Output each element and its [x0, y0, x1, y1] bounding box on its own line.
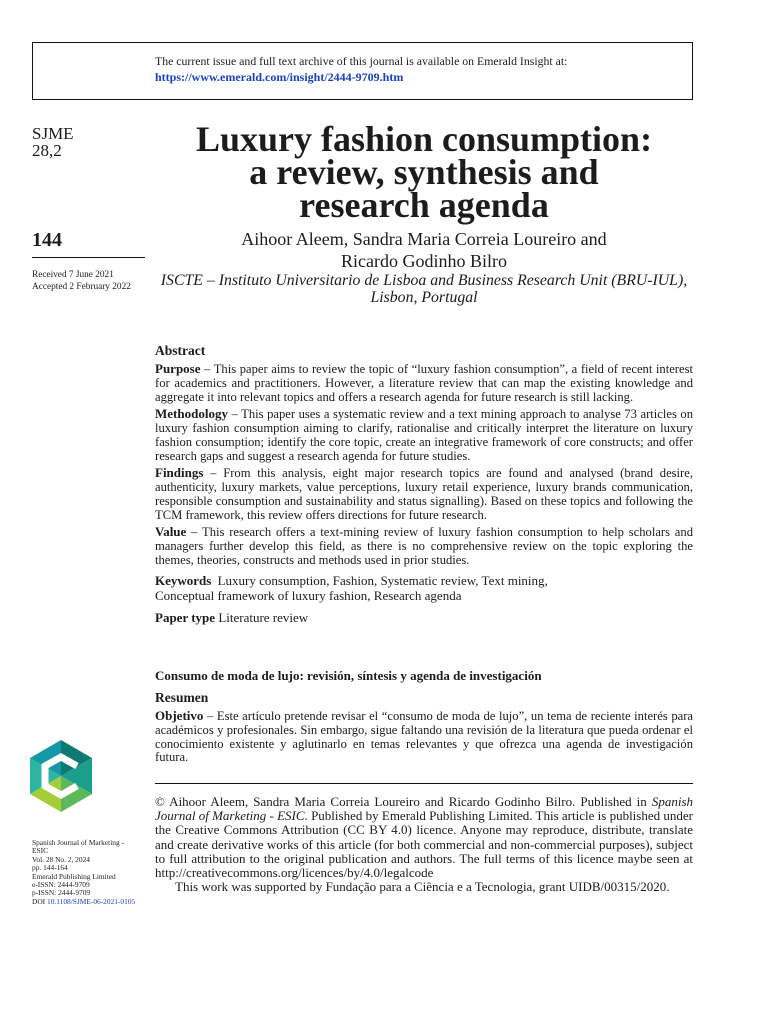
- abstract-heading: Abstract: [155, 343, 206, 358]
- copyright-notice: [155, 795, 693, 880]
- title-line: Luxury fashion consumption:: [195, 119, 653, 159]
- journal-abbreviation: SJME: [32, 124, 74, 143]
- journal-volume-block: [32, 125, 74, 159]
- section-label: Purpose: [155, 361, 201, 376]
- affiliation: [155, 272, 693, 306]
- journal-name: Spanish Journal of Marketing - ESIC: [155, 794, 693, 824]
- pub-info-line: pp. 144-164: [32, 863, 68, 873]
- section-text: – From this analysis, eight major research topics are found and analysed (brand desire, authenticity, luxury markets, value perceptions, luxury retail experience, luxury brands communication, responsible consumption and sustainability and status signalling). Based on these topics and following the TCM framework, this review offers directions for future research.: [155, 466, 693, 522]
- title-line: research agenda: [299, 185, 549, 225]
- copyright-footnote: [155, 795, 693, 894]
- paper-type: [155, 610, 693, 625]
- resumen-objetivo: [155, 709, 693, 765]
- access-notice-text: The current issue and full text archive of this journal is available on Emerald Insight at:: [155, 54, 568, 68]
- volume-issue: 28,2: [32, 141, 62, 160]
- copyright-text: . Published by Emerald Publishing Limited. This article is published under the Creative Commons Attribution (CC BY 4.0) licence. Anyone may reproduce, distribute, translate and create derivative works of this article (for both commercial and non-commercial purposes), subject to full attribution to the original publication and authors. The full terms of this licence maybe seen at http://creativecommons.org/licences/by/4.0/legalcode: [155, 808, 693, 881]
- doi-line: [32, 898, 147, 906]
- article-dates: [32, 269, 131, 293]
- abstract-purpose: [155, 362, 693, 404]
- keywords: [155, 573, 693, 603]
- abstract-findings: [155, 466, 693, 522]
- section-text: – Este artículo pretende revisar el “consumo de moda de lujo”, un tema de reciente interés para académicos y profesionales. Sin embargo, sigue faltando una revisión de la literatura que pueda ordenar el conocimiento existente y aglutinarlo en temas relevantes y que ofrezca una agenda de investigación futura.: [155, 709, 693, 765]
- pub-info-line: p-ISSN: 2444-9709: [32, 888, 91, 898]
- section-label: Findings: [155, 465, 204, 481]
- hexagon-c-logo-icon: [30, 740, 92, 812]
- journal-url-link[interactable]: https://www.emerald.com/insight/2444-9709.htm: [155, 70, 404, 84]
- pub-info-line: Vol. 28 No. 2, 2024: [32, 854, 90, 864]
- page-number: 144: [32, 229, 62, 251]
- section-text: – This research offers a text-mining review of luxury fashion consumption to help scholars and managers further develop this field, as there is no comprehensive review on the topic exploring the themes, theories, constructs and methods used in prior studies.: [155, 525, 693, 567]
- section-label: Value: [155, 524, 187, 540]
- pub-info-line: e-ISSN: 2444-9709: [32, 880, 90, 890]
- copyright-text: © Aihoor Aleem, Sandra Maria Correia Loureiro and Ricardo Godinho Bilro. Published in: [155, 794, 647, 809]
- resumen-heading: Resumen: [155, 690, 209, 705]
- doi-label: DOI: [32, 896, 46, 906]
- keywords-line: Conceptual framework of luxury fashion, Research agenda: [155, 587, 462, 603]
- access-notice-box: [32, 42, 693, 100]
- margin-divider: [32, 257, 145, 258]
- paper-type-value: Literature review: [218, 609, 309, 625]
- author-line: Aihoor Aleem, Sandra Maria Correia Loureiro and: [241, 229, 607, 249]
- spanish-abstract-section: [155, 668, 693, 765]
- publication-info: [32, 839, 147, 906]
- pub-info-line: Spanish Journal of Marketing -: [32, 838, 124, 847]
- doi-link[interactable]: 10.1108/SJME-06-2021-0105: [47, 896, 136, 906]
- article-title: [155, 119, 693, 225]
- keywords-label: Keywords: [155, 572, 212, 588]
- paper-type-label: Paper type: [155, 609, 216, 625]
- section-label: Objetivo: [155, 708, 204, 723]
- funding-note: This work was supported by Fundação para a Ciência e a Tecnologia, grant UIDB/00315/2020.: [175, 879, 670, 895]
- affiliation-line: ISCTE – Instituto Universitario de Lisboa and Business Research Unit (BRU-IUL),: [160, 272, 688, 289]
- affiliation-line: Lisbon, Portugal: [370, 289, 478, 306]
- section-label: Methodology: [155, 406, 228, 422]
- section-text: – This paper aims to review the topic of “luxury fashion consumption”, a field of recent interest for academics and practitioners. However, a literature review that can map the existing knowledge and aggregate it into relevant topics and offers a research agenda for future research is still lacking.: [155, 362, 693, 404]
- keywords-line: Luxury consumption, Fashion, Systematic review, Text mining,: [217, 572, 548, 588]
- pub-info-line: ESIC: [32, 846, 49, 856]
- author-list: [155, 228, 693, 272]
- footnote-separator: [155, 783, 693, 784]
- accepted-date: Accepted 2 February 2022: [32, 282, 131, 292]
- abstract-methodology: [155, 407, 693, 463]
- author-line: Ricardo Godinho Bilro: [341, 251, 507, 271]
- section-text: – This paper uses a systematic review and a text mining approach to analyse 73 articles on luxury fashion consumption aiming to clarify, rationalise and critically interpret the literature on luxury fashion consumption; identify the core topic, create an integrative framework of core constructs; and offer research gaps and suggest a research agenda for future studies.: [155, 407, 694, 463]
- abstract-section: [155, 343, 693, 625]
- received-date: Received 7 June 2021: [32, 270, 114, 280]
- abstract-value: [155, 525, 693, 567]
- pub-info-line: Emerald Publishing Limited: [32, 871, 116, 881]
- journal-logo: [30, 740, 92, 812]
- spanish-title: Consumo de moda de lujo: revisión, síntesis y agenda de investigación: [155, 668, 542, 683]
- title-line: a review, synthesis and: [249, 152, 599, 192]
